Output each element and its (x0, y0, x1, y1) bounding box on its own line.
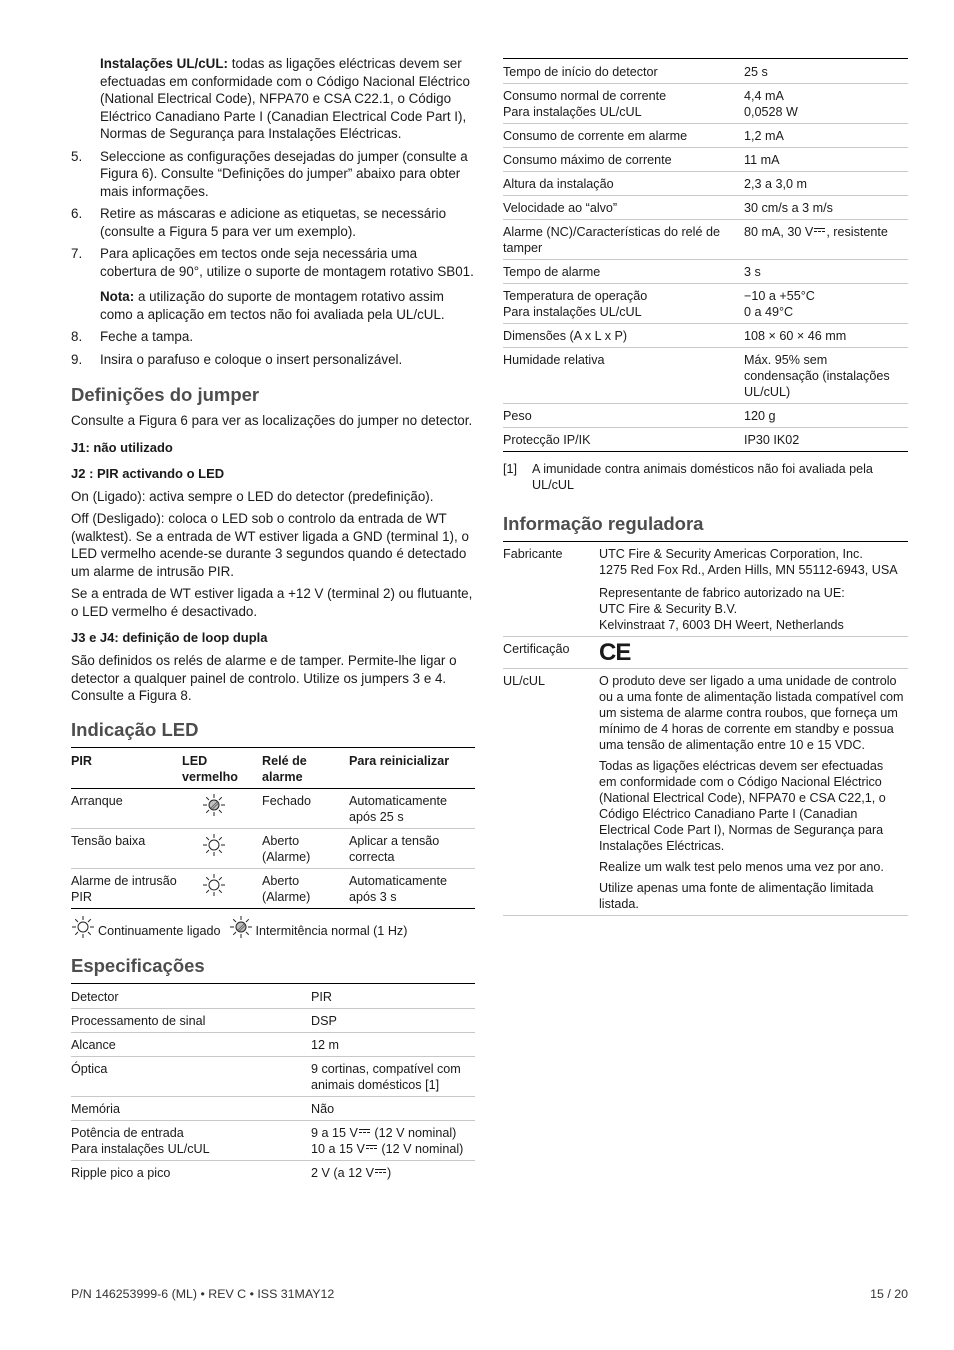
spec-key: Protecção IP/IK (503, 428, 744, 452)
step-text: Seleccione as configurações desejadas do jumper (consulte a Figura 6). Consulte “Definições do jumper” abaixo para obter mais informações. (100, 148, 468, 199)
step-text: Insira o parafuso e coloque o insert personalizável. (100, 351, 403, 367)
dc-symbol-icon (366, 1145, 377, 1151)
spec-key: Altura da instalação (503, 172, 744, 196)
list-item (71, 205, 475, 240)
spec-value: 9 a 15 V (311, 1125, 358, 1140)
reset-cell: Automaticamente após 25 s (349, 788, 475, 828)
table-row (503, 196, 908, 220)
spec-value: 25 s (744, 59, 908, 84)
spec-value: IP30 IK02 (744, 428, 908, 452)
spec-value: −10 a +55°C 0 a 49°C (744, 284, 908, 324)
spec-value: 11 mA (744, 148, 908, 172)
page-footer (71, 1286, 908, 1304)
reg-label: Fabricante (503, 547, 563, 561)
spec-key: Temperatura de operação Para instalações UL/cUL (503, 284, 744, 324)
blinking-led-icon (202, 793, 226, 817)
spec-key: Tempo de alarme (503, 260, 744, 284)
spec-value: (12 V nominal) (377, 1141, 464, 1156)
reg-label: UL/cUL (503, 669, 599, 916)
spec-key: Ripple pico a pico (71, 1165, 171, 1180)
jumper-intro: Consulte a Figura 6 para ver as localizações do jumper no detector. (71, 413, 473, 428)
step-text: Retire as máscaras e adicione as etiquetas, se necessário (consulte a Figura 5 para ver um exemplo). (100, 206, 447, 239)
step-number: 6. (71, 206, 83, 221)
spec-key: Humidade relativa (503, 348, 744, 404)
step-number: 7. (71, 246, 83, 261)
column-header: Relé de alarme (262, 747, 349, 788)
table-row (503, 172, 908, 196)
table-row (71, 828, 475, 868)
table-header-row (71, 747, 475, 788)
install-steps (71, 148, 475, 281)
legend-steady-label: Continuamente ligado (98, 923, 221, 938)
spec-value: 12 m (311, 1032, 475, 1056)
led-heading: Indicação LED (71, 718, 199, 740)
spec-value: PIR (311, 983, 475, 1008)
spec-key: Consumo de corrente em alarme (503, 124, 744, 148)
table-row (71, 983, 475, 1008)
table-row (503, 324, 908, 348)
list-item (71, 245, 475, 280)
step-text: Para aplicações em tectos onde seja necessária uma cobertura de 90°, utilize o suporte de montagem rotativo SB01. (100, 246, 474, 279)
steady-led-icon (202, 873, 226, 897)
ul-requirement: O produto deve ser ligado a uma unidade de controlo ou a uma fonte de alimentação listada compatível com um sistema de alarme contra roubos, que forneça um mínimo de 4 horas de corrente em standby e possua uma tensão de alimentação entre 10 e 15 VDC. (599, 674, 904, 752)
note-label: Nota: (100, 289, 135, 304)
dc-symbol-icon (814, 228, 825, 234)
spec-value: (12 V nominal) (370, 1125, 457, 1140)
blinking-led-icon (229, 915, 253, 939)
table-row (503, 284, 908, 324)
led-legend (71, 915, 475, 939)
table-row (503, 59, 908, 84)
table-row (71, 868, 475, 908)
footnote (503, 461, 908, 493)
ce-mark-icon: CE (599, 639, 631, 666)
jumper-heading: Definições do jumper (71, 384, 260, 405)
j3-heading: J3 e J4: definição de loop dupla (71, 630, 268, 645)
spec-value: 3 s (744, 260, 908, 284)
column-header: LED vermelho (182, 747, 262, 788)
table-row (71, 1096, 475, 1120)
spec-value: 30 cm/s a 3 m/s (744, 196, 908, 220)
table-row (71, 788, 475, 828)
j2-off-text: Off (Desligado): coloca o LED sob o controlo da entrada de WT (walktest). Se a entrada de WT estiver ligada a GND (terminal 1), o LED vermelho acende-se durante 3 segundos quando é detectado um alarme de intrusão PIR. (71, 511, 469, 579)
table-row (71, 1160, 475, 1184)
ul-label: Instalações UL/cUL: (100, 56, 228, 71)
note-paragraph (71, 288, 475, 323)
spec-value: 9 cortinas, compatível com animais domésticos [1] (311, 1056, 475, 1096)
ul-requirement: Realize um walk test pelo menos uma vez por ano. (599, 860, 884, 874)
relay-cell: Aberto (Alarme) (262, 873, 311, 904)
footnote-text: A imunidade contra animais domésticos não foi avaliada pela UL/cUL (532, 462, 873, 492)
spec-key: Alarme (NC)/Características do relé de tamper (503, 220, 744, 260)
column-header: Para reinicializar (349, 747, 475, 788)
right-column (503, 58, 908, 916)
dc-symbol-icon (375, 1169, 386, 1175)
column-header: PIR (71, 747, 182, 788)
table-row (503, 348, 908, 404)
led-table (71, 747, 475, 909)
footnote-number: [1] (503, 462, 518, 476)
spec-key: Consumo máximo de corrente (503, 148, 744, 172)
spec-value: 80 mA, 30 V (744, 225, 814, 239)
relay-cell: Aberto (Alarme) (262, 828, 349, 868)
j2-heading: J2 : PIR activando o LED (71, 465, 225, 481)
step-number: 5. (71, 148, 83, 164)
table-row (503, 669, 908, 916)
steady-led-icon (202, 833, 226, 857)
pir-cell: Arranque (71, 788, 182, 828)
spec-key: Tempo de início do detector (503, 59, 744, 84)
spec-value: Não (311, 1096, 475, 1120)
spec-key: Potência de entrada (71, 1125, 184, 1140)
spec-value: , resistente (826, 225, 888, 239)
reset-cell: Automaticamente após 3 s (349, 873, 448, 904)
table-row (503, 220, 908, 260)
page-number: 15 / 20 (870, 1287, 908, 1301)
spec-table (71, 983, 475, 1184)
install-steps-continued (71, 328, 475, 368)
table-row (71, 1120, 475, 1160)
list-item (71, 328, 475, 346)
spec-key: Detector (71, 983, 311, 1008)
list-item (71, 148, 475, 201)
regulatory-heading: Informação reguladora (503, 513, 704, 534)
spec-value: Máx. 95% sem condensação (instalações UL/cUL) (744, 348, 908, 404)
j3-text: São definidos os relés de alarme e de tamper. Permite-lhe ligar o detector a qualquer painel de controlo. Utilize os jumpers 3 e 4. Consulte a Figura 8. (71, 653, 457, 703)
table-row (503, 637, 908, 669)
ul-requirement: Utilize apenas uma fonte de alimentação limitada listada. (599, 881, 874, 911)
steady-led-icon (71, 915, 95, 939)
spec-value: 2 V (a 12 V (311, 1165, 375, 1180)
spec-key: Alcance (71, 1032, 311, 1056)
step-number: 8. (71, 329, 83, 344)
spec-value: 120 g (744, 404, 908, 428)
spec-key: Velocidade ao “alvo” (503, 196, 744, 220)
spec-table-continued (503, 58, 908, 452)
spec-value: 1,2 mA (744, 124, 908, 148)
relay-cell: Fechado (262, 788, 349, 828)
ul-text: todas as ligações eléctricas devem ser efectuadas em conformidade com o Código Nacional Eléctrico (National Electrical Code), NFPA70 e CSA C22.1, o Código Eléctrico Canadiano Parte I (Canadian Electrical Code Part I), Normas de Segurança para Instalações Eléctricas. (100, 56, 470, 141)
table-row (71, 1008, 475, 1032)
table-row (503, 428, 908, 452)
step-text: Feche a tampa. (100, 329, 194, 344)
spec-value: 2,3 a 3,0 m (744, 172, 908, 196)
step-number: 9. (71, 351, 83, 367)
table-row (71, 1032, 475, 1056)
reg-label: Certificação (503, 637, 599, 669)
table-row (503, 84, 908, 124)
left-column (71, 55, 475, 1184)
spec-value: 108 × 60 × 46 mm (744, 324, 908, 348)
table-row (503, 404, 908, 428)
list-item (71, 351, 475, 369)
spec-key: Memória (71, 1096, 311, 1120)
table-row (503, 124, 908, 148)
table-row (503, 581, 908, 637)
spec-value: DSP (311, 1008, 475, 1032)
spec-key: Processamento de sinal (71, 1008, 311, 1032)
pir-cell: Tensão baixa (71, 828, 182, 868)
spec-heading: Especificações (71, 954, 205, 976)
spec-value: 10 a 15 V (311, 1141, 365, 1156)
j2-wt-text: Se a entrada de WT estiver ligada a +12 V (terminal 2) ou flutuante, o LED vermelho é desactivado. (71, 586, 473, 619)
spec-key: Para instalações UL/cUL (71, 1141, 210, 1156)
eu-representative: Representante de fabrico autorizado na UE: UTC Fire & Security B.V. Kelvinstraat 7, 6003 DH Weert, Netherlands (599, 586, 845, 632)
pir-cell: Alarme de intrusão PIR (71, 873, 177, 904)
part-number: P/N 146253999-6 (ML) • REV C • ISS 31MAY12 (71, 1287, 335, 1301)
spec-key: Óptica (71, 1056, 311, 1096)
table-row (503, 148, 908, 172)
table-row (71, 1056, 475, 1096)
spec-value: 4,4 mA 0,0528 W (744, 84, 908, 124)
ul-requirement: Todas as ligações eléctricas devem ser efectuadas em conformidade com o Código Nacional Eléctrico (National Electrical Code), NFPA70 e CSA C22,1, o Código Eléctrico Canadiano Parte I (Canadian Electrical Code Part I), Normas de Segurança para Instalações Eléctricas. (599, 759, 886, 853)
note-text: a utilização do suporte de montagem rotativo assim como a aplicação em tectos não foi avaliada pela UL/cUL. (100, 289, 445, 322)
regulatory-table (503, 541, 908, 916)
reset-cell: Aplicar a tensão correcta (349, 828, 475, 868)
table-row (503, 260, 908, 284)
spec-key: Consumo normal de corrente Para instalações UL/cUL (503, 84, 744, 124)
spec-value: ) (387, 1165, 392, 1180)
j2-on-text: On (Ligado): activa sempre o LED do detector (predefinição). (71, 488, 434, 504)
ul-installation-paragraph (71, 55, 475, 143)
spec-key: Dimensões (A x L x P) (503, 324, 744, 348)
table-row (503, 542, 908, 582)
legend-blink-label: Intermitência normal (1 Hz) (255, 923, 408, 938)
manufacturer-address: UTC Fire & Security Americas Corporation, Inc. 1275 Red Fox Rd., Arden Hills, MN 55112-6943, USA (599, 547, 898, 577)
dc-symbol-icon (359, 1129, 370, 1135)
spec-key: Peso (503, 404, 744, 428)
j1-heading: J1: não utilizado (71, 439, 173, 455)
